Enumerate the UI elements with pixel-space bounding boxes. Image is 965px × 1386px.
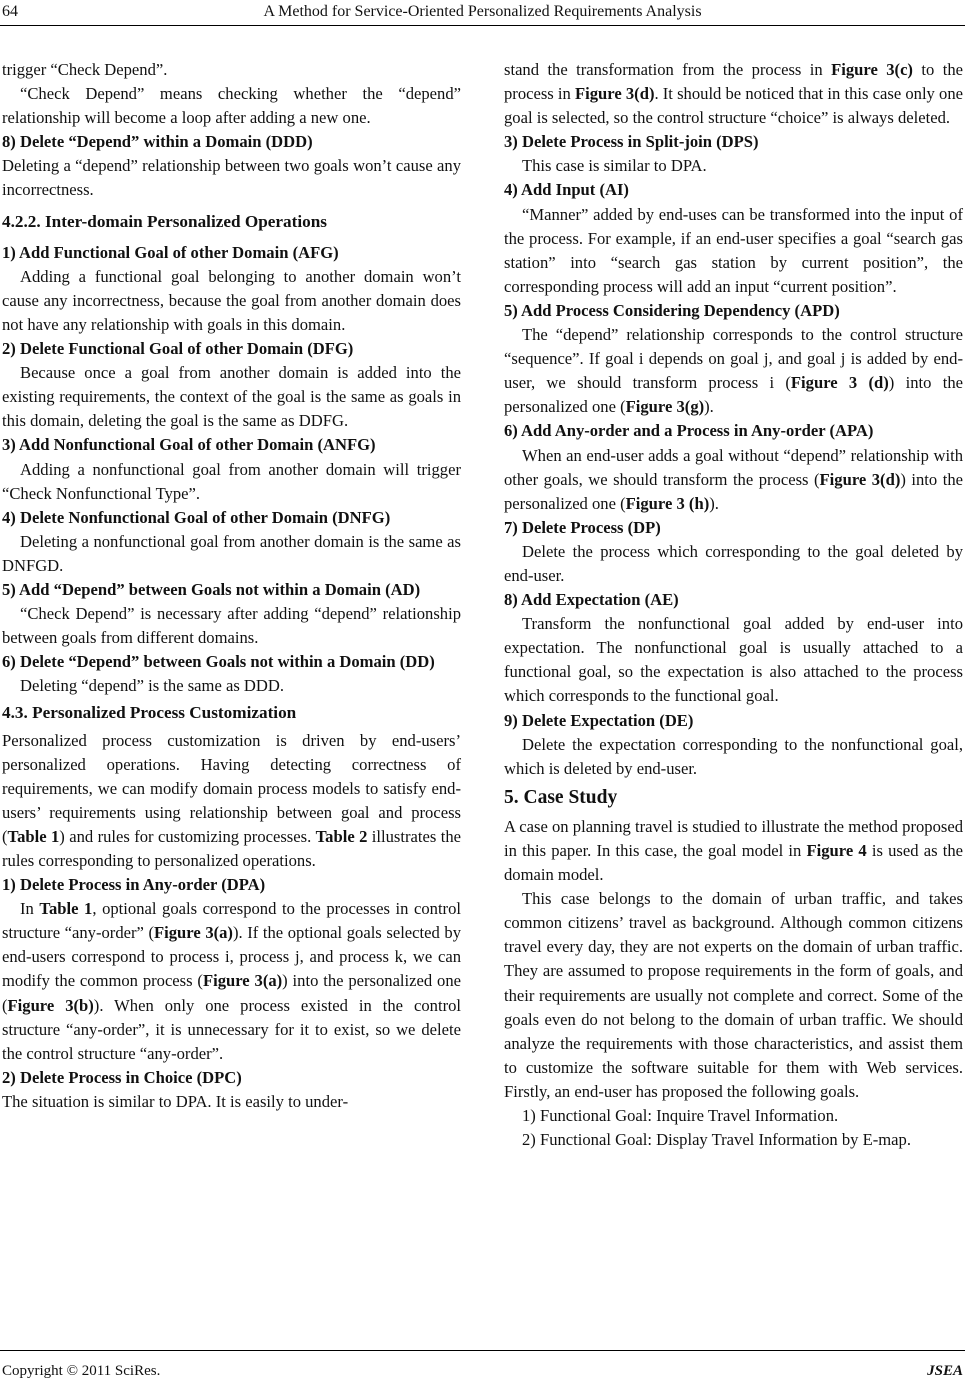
figure-ref[interactable]: Figure 3(c) <box>831 60 913 79</box>
rule-heading: 8) Add Expectation (AE) <box>504 590 679 610</box>
rule-heading: 4) Add Input (AI) <box>504 180 629 200</box>
rule-heading: 6) Add Any-order and a Process in Any-order (APA) <box>504 421 874 441</box>
rule-heading: 2) Delete Functional Goal of other Domain (DFG) <box>2 339 354 359</box>
rule-heading: 1) Add Functional Goal of other Domain (AFG) <box>2 242 339 262</box>
rule-heading: 5) Add Process Considering Dependency (APD) <box>504 300 840 320</box>
paragraph: Because once a goal from another domain is added into the existing requirements, the context of the goal is the same as goals in this domain, deleting the goal is the same as DDFG. <box>2 363 461 431</box>
list-item: 1) Functional Goal: Inquire Travel Information. <box>522 1106 839 1126</box>
rule-heading: 3) Delete Process in Split-join (DPS) <box>504 132 759 152</box>
running-title: A Method for Service-Oriented Personalized Requirements Analysis <box>263 3 702 20</box>
figure-ref[interactable]: Figure 3(d) <box>575 84 655 104</box>
paragraph: The “depend” relationship corresponds to the control structure “sequence”. If goal i depends on goal j, and goal j is added by end-user, we should transform process i (Figure 3 (d)) into the personalized one (Figure 3(g)). <box>504 325 963 417</box>
spacer <box>2 203 461 207</box>
rule-heading: 2) Delete Process in Choice (DPC) <box>2 1067 242 1087</box>
paragraph: Deleting a “depend” relationship between two goals won’t cause any incorrectness. <box>2 156 461 200</box>
paragraph: A case on planning travel is studied to illustrate the method proposed in this paper. In this case, the goal model in Figure 4 is used as the domain model. <box>504 816 963 885</box>
paragraph: Adding a nonfunctional goal from another domain will trigger “Check Nonfunctional Type”. <box>2 459 461 503</box>
section-heading: 5. Case Study <box>504 786 618 808</box>
paragraph: In Table 1, optional goals correspond to the processes in control structure “any-order” (Figure 3(a)). If the optional goals selected by end-users correspond to process i, process j, and process k, we can modify the common process (Figure 3(a)) into the personalized one (Figure 3(b)). When only one process existed in the control structure “any-order”, it is unnecessary for it to exist, so we delete the control structure “any-order”. <box>2 899 461 1063</box>
paragraph: The situation is similar to DPA. It is easily to under- <box>2 1091 349 1111</box>
figure-ref[interactable]: Figure 3 (h) <box>625 493 710 513</box>
paragraph: Delete the expectation corresponding to the nonfunctional goal, which is deleted by end-user. <box>504 734 963 778</box>
paragraph: “Check Depend” is necessary after adding “depend” relationship between goals from different domains. <box>2 604 461 648</box>
paragraph: stand the transformation from the process in Figure 3(c) to the process in Figure 3(d). It should be noticed that in this case only one goal is selected, so the control structure “choice” is always deleted. <box>504 60 963 128</box>
page-footer <box>0 1350 965 1386</box>
rule-heading: 8) Delete “Depend” within a Domain (DDD) <box>2 132 313 152</box>
footer-rule <box>0 1350 965 1351</box>
figure-ref[interactable]: Figure 3 (d) <box>790 373 889 393</box>
rule-heading: 4) Delete Nonfunctional Goal of other Domain (DNFG) <box>2 507 391 527</box>
table-ref[interactable]: Table 1 <box>7 826 60 846</box>
header-rule <box>0 25 965 26</box>
journal-name: JSEA <box>927 1363 963 1379</box>
subsection-heading: 4.2.2. Inter-domain Personalized Operations <box>2 211 327 231</box>
right-column <box>504 58 963 1152</box>
paragraph: This case is similar to DPA. <box>522 156 707 176</box>
paragraph: This case belongs to the domain of urban traffic, and takes common citizens’ travel as background. Although common citizens travel every day, they are not experts on the domain of urban traffic. They are assumed to propose requirements in the form of goals, and their requirements are usually not complete and correct. Some of the goals even do not belong to the domain of urban traffic. We should analyze the requirements with those characteristics, and assist them to customize the software suitable for them with Web services. Firstly, an end-user has proposed the following goals. <box>504 889 963 1101</box>
paragraph: Transform the nonfunctional goal added by end-user into expectation. The nonfunctional goal is usually attached to a functional goal, so the expectation is also attached to the process which corresponds to the functional goal. <box>504 614 963 706</box>
rule-heading: 6) Delete “Depend” between Goals not within a Domain (DD) <box>2 652 435 672</box>
paragraph: Personalized process customization is driven by end-users’ personalized operations. Having detecting correctness of requirements, we can modify domain process models to satisfy end-users’ requirements using relationship between goal and process (Table 1) and rules for customizing processes. Table 2 illustrates the rules corresponding to personalized operations. <box>2 730 461 870</box>
section-heading: 4.3. Personalized Process Customization <box>2 703 297 723</box>
table-ref[interactable]: Table 2 <box>315 826 368 846</box>
copyright: Copyright © 2011 SciRes. <box>2 1363 161 1379</box>
rule-heading: 9) Delete Expectation (DE) <box>504 710 694 730</box>
paragraph: “Manner” added by end-uses can be transformed into the input of the process. For example, if an end-user specifies a goal “search gas station” into “search gas station by current position”, the corresponding process will add an input “current position”. <box>504 204 963 296</box>
figure-ref[interactable]: Figure 3(d) <box>819 469 901 489</box>
page-number: 64 <box>2 3 18 20</box>
paragraph: When an end-user adds a goal without “depend” relationship with other goals, we should transform the process (Figure 3(d)) into the personalized one (Figure 3 (h)). <box>504 445 963 513</box>
figure-ref[interactable]: Figure 3(g) <box>625 397 705 417</box>
paragraph: “Check Depend” means checking whether the “depend” relationship will become a loop after adding a new one. <box>2 84 461 128</box>
paragraph: Deleting a nonfunctional goal from another domain is the same as DNFGD. <box>2 531 461 575</box>
list-item: 2) Functional Goal: Display Travel Information by E-map. <box>522 1130 911 1150</box>
figure-ref[interactable]: Figure 3(b) <box>7 995 94 1015</box>
paragraph: trigger “Check Depend”. <box>2 60 168 79</box>
rule-heading: 5) Add “Depend” between Goals not within a Domain (AD) <box>2 579 421 599</box>
paragraph: Delete the process which corresponding to the goal deleted by end-user. <box>504 541 963 585</box>
paragraph: Adding a functional goal belonging to another domain won’t cause any incorrectness, because the goal from another domain does not have any relationship with goals in this domain. <box>2 266 461 334</box>
table-ref[interactable]: Table 1 <box>39 899 93 919</box>
rule-heading: 1) Delete Process in Any-order (DPA) <box>2 875 266 895</box>
figure-ref[interactable]: Figure 4 <box>806 841 867 860</box>
rule-heading: 3) Add Nonfunctional Goal of other Domain (ANFG) <box>2 435 376 455</box>
page-header <box>0 0 965 26</box>
figure-ref[interactable]: Figure 3(a) <box>154 923 233 943</box>
paragraph: Deleting “depend” is the same as DDD. <box>20 676 285 696</box>
figure-ref[interactable]: Figure 3(a) <box>202 971 283 991</box>
left-column <box>2 58 461 1114</box>
rule-heading: 7) Delete Process (DP) <box>504 517 661 537</box>
